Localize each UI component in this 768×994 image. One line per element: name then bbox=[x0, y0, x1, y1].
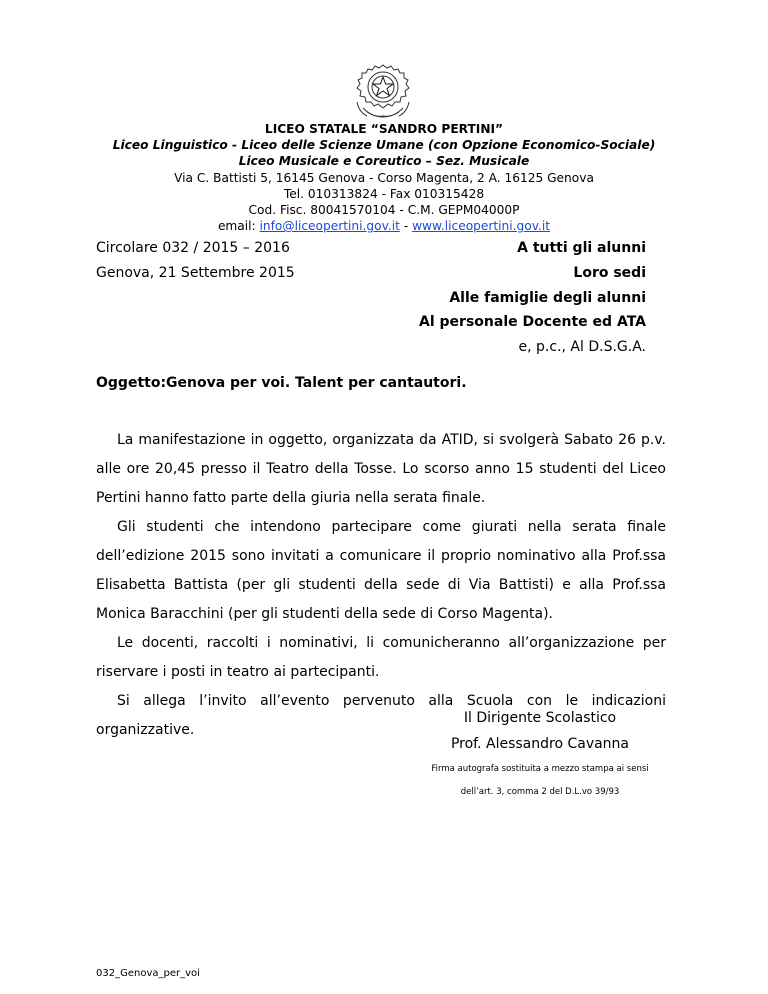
signature-note-1: Firma autografa sostituita a mezzo stampa ai sensi bbox=[431, 764, 649, 774]
website-link[interactable]: www.liceopertini.gov.it bbox=[412, 219, 551, 234]
email-label: email: bbox=[217, 219, 260, 234]
school-phone: Tel. 010313824 - Fax 010315428 bbox=[283, 186, 485, 201]
letter-date: Genova, 21 Settembre 2015 bbox=[96, 265, 295, 281]
recipient-dsga: e, p.c., Al D.S.G.A. bbox=[518, 339, 646, 355]
contact-separator: - bbox=[399, 219, 413, 234]
italian-republic-emblem bbox=[343, 62, 423, 122]
school-address: Via C. Battisti 5, 16145 Genova - Corso Magenta, 2 A. 16125 Genova bbox=[174, 170, 594, 185]
circolare-number: Circolare 032 / 2015 – 2016 bbox=[96, 240, 290, 256]
school-name: LICEO STATALE “SANDRO PERTINI” bbox=[264, 122, 504, 136]
recipient-students: A tutti gli alunni bbox=[517, 240, 646, 256]
recipient-families: Alle famiglie degli alunni bbox=[449, 290, 646, 306]
body-paragraph-1: La manifestazione in oggetto, organizzata da ATID, si svolgerà Sabato 26 p.v. alle ore 20,45 presso il Teatro della Tosse. Lo scorso anno 15 studenti del Liceo Pertini hanno fatto parte della giuria nella serata finale. bbox=[96, 432, 666, 506]
recipient-staff: Al personale Docente ed ATA bbox=[419, 314, 646, 330]
signature-note-2: dell’art. 3, comma 2 del D.L.vo 39/93 bbox=[460, 787, 620, 797]
footer-filename: 032_Genova_per_voi bbox=[96, 968, 200, 979]
school-contacts bbox=[0, 218, 768, 234]
recipient-seats: Loro sedi bbox=[573, 265, 646, 281]
body-paragraph-3: Le docenti, raccolti i nominativi, li comunicheranno all’organizzazione per riservare i posti in teatro ai partecipanti. bbox=[96, 635, 666, 680]
body-paragraph-2: Gli studenti che intendono partecipare come giurati nella serata finale dell’edizione 2015 sono invitati a comunicare il proprio nominativo alla Prof.ssa Elisabetta Battista (per gli studenti della sede di Via Battisti) e alla Prof.ssa Monica Baracchini (per gli studenti della sede di Corso Magenta). bbox=[96, 519, 666, 622]
signature-name: Prof. Alessandro Cavanna bbox=[450, 736, 630, 752]
body-paragraph-4: Si allega l’invito all’evento pervenuto alla Scuola con le indicazioni organizzative. bbox=[96, 693, 666, 738]
subject-label: Oggetto: bbox=[96, 375, 167, 391]
school-courses-line: Liceo Linguistico - Liceo delle Scienze Umane (con Opzione Economico-Sociale) bbox=[112, 138, 656, 153]
letterhead bbox=[0, 121, 768, 234]
email-link[interactable]: info@liceopertini.gov.it bbox=[259, 219, 400, 234]
subject-text: Genova per voi. Talent per cantautori. bbox=[166, 375, 467, 391]
school-fiscal-code: Cod. Fisc. 80041570104 - C.M. GEPM04000P bbox=[248, 203, 520, 218]
school-music-line: Liceo Musicale e Coreutico – Sez. Musicale bbox=[238, 154, 530, 169]
letter-body bbox=[96, 426, 666, 745]
signature-title: Il Dirigente Scolastico bbox=[463, 710, 617, 726]
